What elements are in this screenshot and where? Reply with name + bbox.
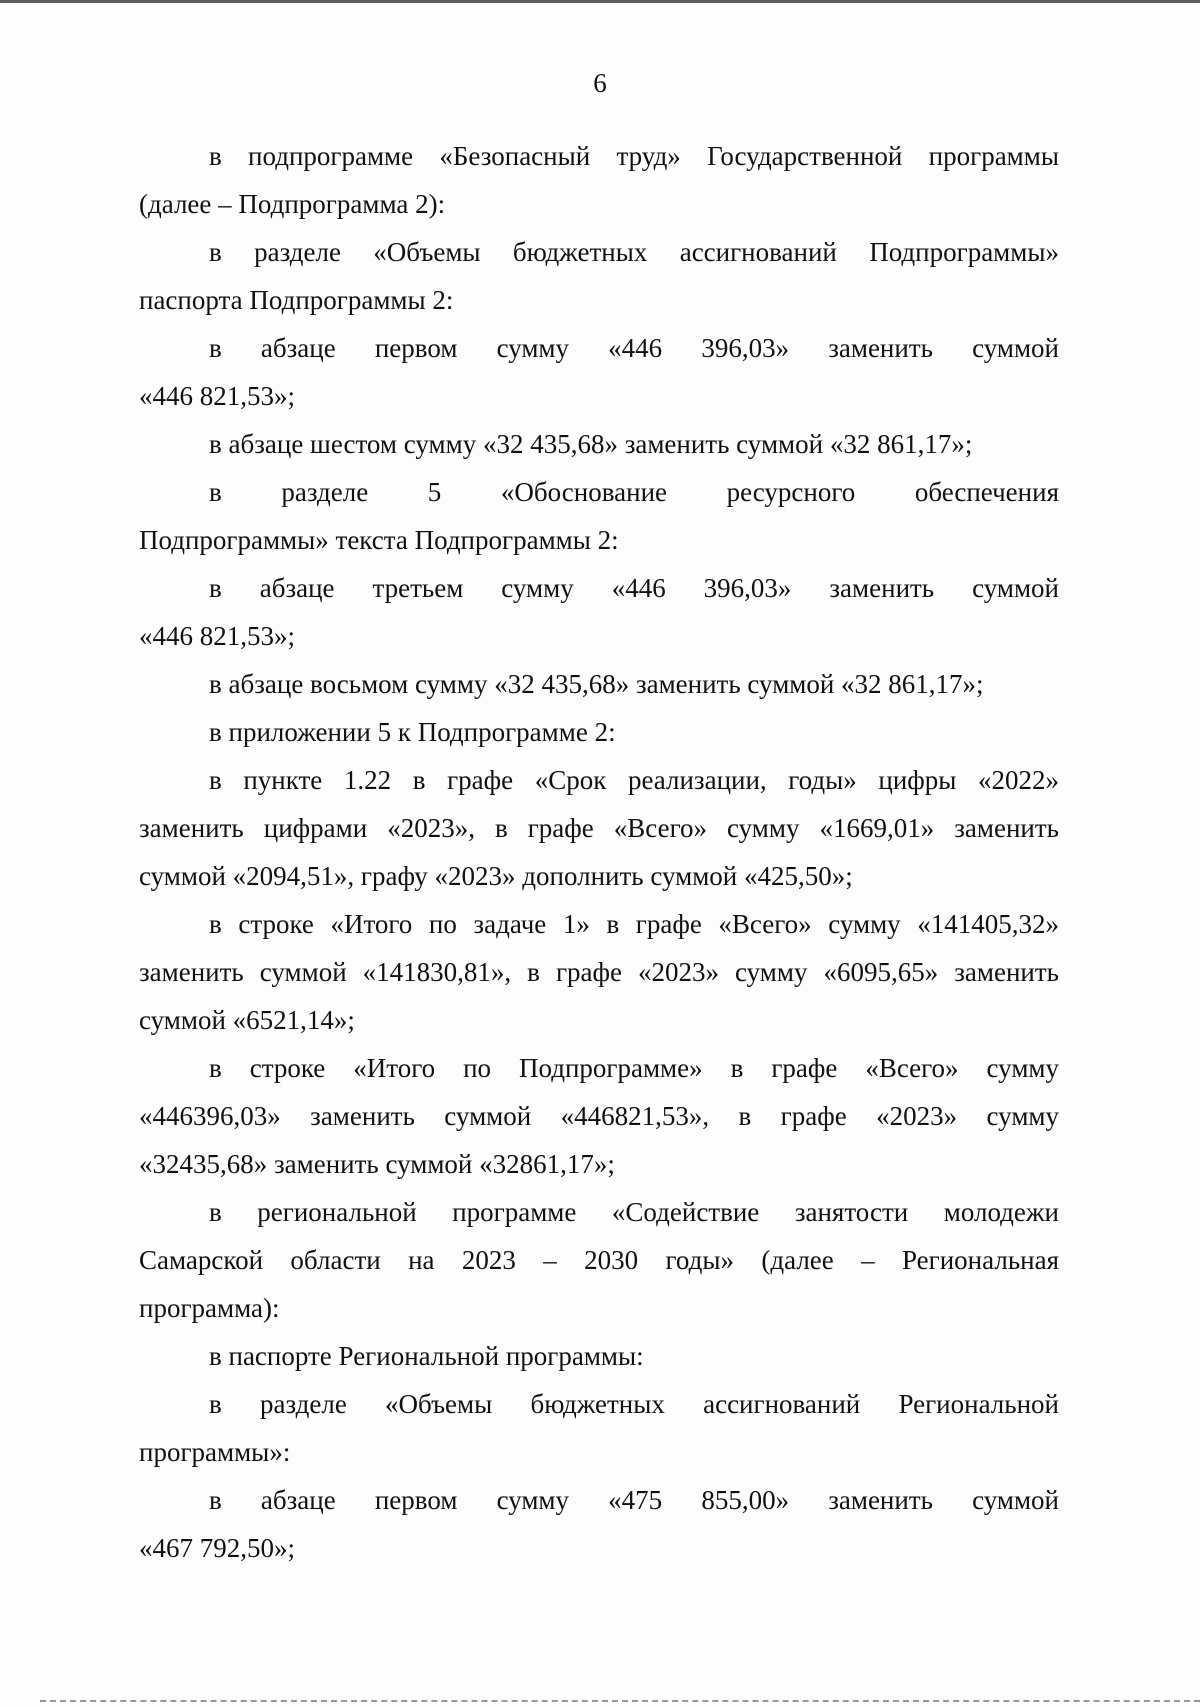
document-body xyxy=(139,132,1059,1572)
page-number: 6 xyxy=(593,68,607,98)
paragraph xyxy=(139,900,1059,1044)
paragraph-line: в разделе «Объемы бюджетных ассигнований Подпрограммы» xyxy=(209,237,1059,267)
paragraph-line: «446 821,53»; xyxy=(139,621,296,651)
paragraph-line: заменить цифрами «2023», в графе «Всего» сумму «1669,01» заменить xyxy=(139,813,1059,843)
paragraph-line: суммой «6521,14»; xyxy=(139,1005,355,1035)
paragraph xyxy=(139,1476,1059,1572)
paragraph xyxy=(139,1332,1059,1380)
paragraph xyxy=(139,324,1059,420)
paragraph xyxy=(139,564,1059,660)
paragraph xyxy=(139,468,1059,564)
paragraph-line: Подпрограммы» текста Подпрограммы 2: xyxy=(139,525,619,555)
paragraph xyxy=(139,660,1059,708)
paragraph-line: в строке «Итого по Подпрограмме» в графе «Всего» сумму xyxy=(209,1053,1059,1083)
paragraph-line: в абзаце шестом сумму «32 435,68» заменить суммой «32 861,17»; xyxy=(209,429,973,459)
paragraph-line: паспорта Подпрограммы 2: xyxy=(139,285,454,315)
paragraph-line: в паспорте Региональной программы: xyxy=(209,1341,644,1371)
paragraph-line: «446396,03» заменить суммой «446821,53», в графе «2023» сумму xyxy=(139,1101,1059,1131)
paragraph-line: в абзаце третьем сумму «446 396,03» заменить суммой xyxy=(209,573,1059,603)
paragraph xyxy=(139,1188,1059,1332)
paragraph-line: в пункте 1.22 в графе «Срок реализации, годы» цифры «2022» xyxy=(209,765,1059,795)
paragraph-line: в разделе «Объемы бюджетных ассигнований Региональной xyxy=(209,1389,1059,1419)
paragraph xyxy=(139,132,1059,228)
paragraph-line: суммой «2094,51», графу «2023» дополнить суммой «425,50»; xyxy=(139,861,853,891)
paragraph-line: Самарской области на 2023 – 2030 годы» (далее – Региональная xyxy=(139,1245,1059,1275)
paragraph-line: в абзаце первом сумму «446 396,03» заменить суммой xyxy=(209,333,1059,363)
paragraph xyxy=(139,708,1059,756)
paragraph-line: «446 821,53»; xyxy=(139,381,296,411)
paragraph-line: в приложении 5 к Подпрограмме 2: xyxy=(209,717,616,747)
paragraph-line: в региональной программе «Содействие занятости молодежи xyxy=(209,1197,1059,1227)
paragraph xyxy=(139,420,1059,468)
paragraph xyxy=(139,1044,1059,1188)
paragraph-line: в строке «Итого по задаче 1» в графе «Всего» сумму «141405,32» xyxy=(209,909,1059,939)
scan-edge-top xyxy=(0,0,1200,3)
paragraph-line: программы»: xyxy=(139,1437,291,1467)
scan-edge-bottom xyxy=(40,1700,1200,1704)
paragraph-line: в абзаце первом сумму «475 855,00» заменить суммой xyxy=(209,1485,1059,1515)
paragraph-line: в абзаце восьмом сумму «32 435,68» заменить суммой «32 861,17»; xyxy=(209,669,984,699)
paragraph xyxy=(139,756,1059,900)
paragraph xyxy=(139,228,1059,324)
paragraph-line: (далее – Подпрограмма 2): xyxy=(139,189,446,219)
paragraph-line: «467 792,50»; xyxy=(139,1533,296,1563)
paragraph xyxy=(139,1380,1059,1476)
paragraph-line: в разделе 5 «Обоснование ресурсного обеспечения xyxy=(209,477,1059,507)
paragraph-line: заменить суммой «141830,81», в графе «2023» сумму «6095,65» заменить xyxy=(139,957,1059,987)
paragraph-line: программа): xyxy=(139,1293,280,1323)
paragraph-line: в подпрограмме «Безопасный труд» Государственной программы xyxy=(209,141,1059,171)
paragraph-line: «32435,68» заменить суммой «32861,17»; xyxy=(139,1149,615,1179)
